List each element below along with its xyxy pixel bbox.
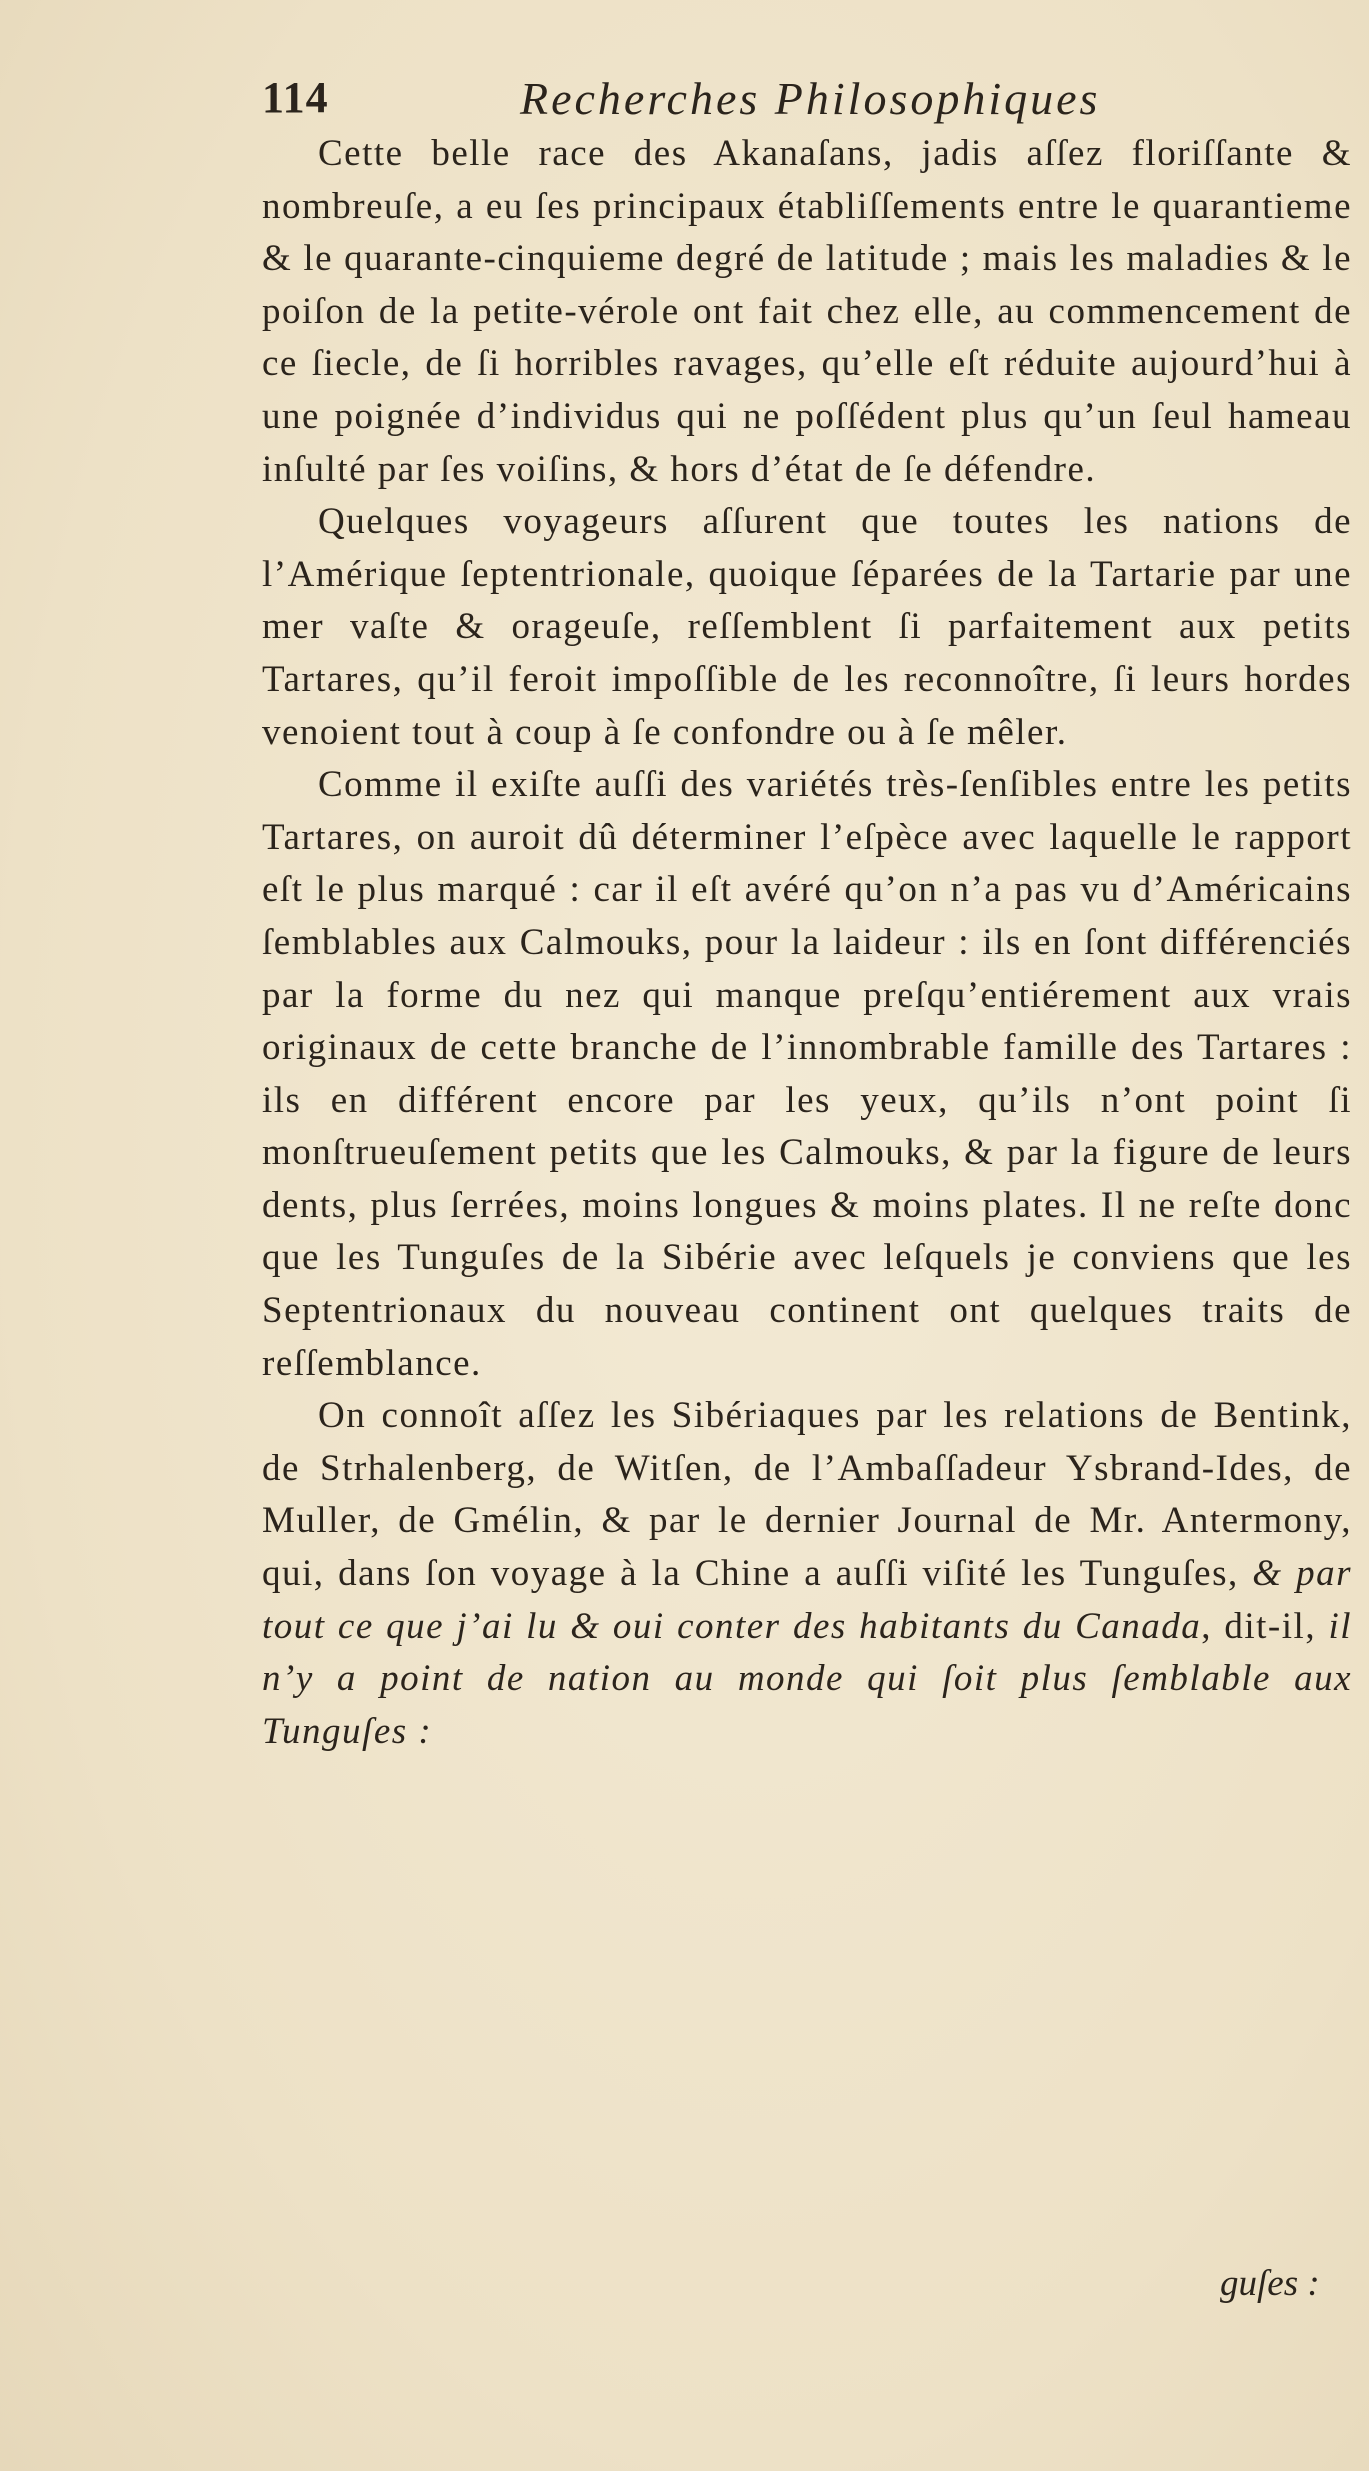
paragraph-2	[262, 496, 1352, 759]
catchword: guſes :	[1220, 2263, 1320, 2304]
paragraph-4	[262, 1390, 1352, 1758]
paragraph-4-quote: & par tout ce que j’ai lu & oui conter des habitants du Canada	[262, 1553, 1352, 1647]
running-head: Recherches Philosophiques	[520, 73, 1101, 124]
paragraph-4-quote-continued: il n’y a point de nation au monde qui ſoit plus ſemblable aux Tunguſes :	[262, 1605, 1352, 1752]
page-header	[262, 72, 1162, 132]
body-text	[262, 128, 1352, 1758]
paragraph-1	[262, 128, 1352, 496]
paragraph-3-text: Comme il exiſte auſſi des variétés très-ſenſibles entre les petits Tartares, on auroit dû déterminer l’eſpèce avec laquelle le rapport eſt le plus marqué : car il eſt avéré qu’on n’a pas vu d’Américains ſemblables aux Calmouks, pour la laideur : ils en ſont différenciés par la forme du nez qui manque preſqu’entiérement aux vrais originaux de cette branche de l’innombrable famille des Tartares : ils en différent encore par les yeux, qu’ils n’ont point ſi monſtrueuſement petits que les Calmouks, & par la figure de leurs dents, plus ſerrées, moins longues & moins plates. Il ne reſte donc que les Tunguſes de la Sibérie avec leſquels je conviens que les Septentrionaux du nouveau continent ont quelques traits de reſſemblance.	[262, 764, 1352, 1384]
page-number: 114	[262, 73, 329, 122]
paragraph-4-text: On connoît aſſez les Sibériaques par les relations de Bentink, de Strhalenberg, de Witſen, de l’Ambaſſadeur Ysbrand-Ides, de Muller, de Gmélin, & par le dernier Journal de Mr. Antermony, qui, dans ſon voyage à la Chine a auſſi viſité les Tunguſes,	[262, 1395, 1352, 1595]
paragraph-2-text: Quelques voyageurs aſſurent que toutes les nations de l’Amérique ſeptentrionale, quoique ſéparées de la Tartarie par une mer vaſte & orageuſe, reſſemblent ſi parfaitement aux petits Tartares, qu’il feroit impoſſible de les reconnoître, ſi leurs hordes venoient tout à coup à ſe confondre ou à ſe mêler.	[262, 501, 1352, 753]
paragraph-3	[262, 759, 1352, 1390]
paragraph-1-text: Cette belle race des Akanaſans, jadis aſſez floriſſante & nombreuſe, a eu ſes principaux établiſſements entre le quarantieme & le quarante-cinquieme degré de latitude ; mais les maladies & le poiſon de la petite-vérole ont fait chez elle, au commencement de ce ſiecle, de ſi horribles ravages, qu’elle eſt réduite aujourd’hui à une poignée d’individus qui ne poſſédent plus qu’un ſeul hameau inſulté par ſes voiſins, & hors d’état de ſe défendre.	[262, 133, 1352, 490]
paragraph-4-attribution: , dit-il,	[1201, 1605, 1329, 1647]
